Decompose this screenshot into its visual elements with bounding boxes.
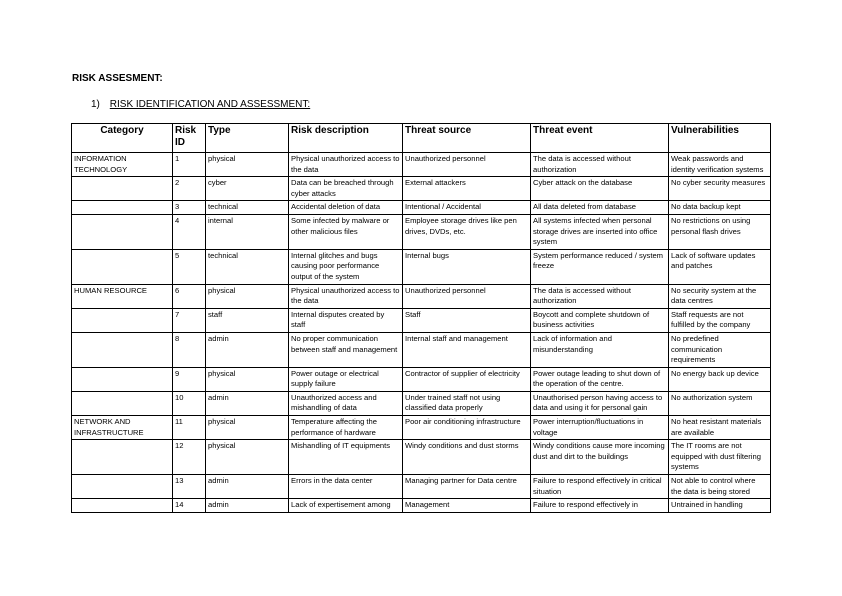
cell-risk-description: Some infected by malware or other malicious files <box>289 214 403 249</box>
cell-category <box>72 475 173 499</box>
cell-vulnerabilities: Weak passwords and identity verification systems <box>669 153 771 177</box>
document-heading: RISK ASSESMENT: <box>72 73 163 84</box>
cell-risk-id: 10 <box>173 391 206 415</box>
cell-vulnerabilities: Not able to control where the data is being stored <box>669 475 771 499</box>
table-body <box>72 153 771 513</box>
cell-type: physical <box>206 153 289 177</box>
cell-threat-source: Internal bugs <box>403 249 531 284</box>
table-row <box>72 201 771 215</box>
cell-risk-description: Data can be breached through cyber attacks <box>289 177 403 201</box>
cell-threat-event: Failure to respond effectively in <box>531 499 669 513</box>
cell-risk-id: 9 <box>173 367 206 391</box>
cell-type: physical <box>206 367 289 391</box>
cell-risk-description: Physical unauthorized access to the data <box>289 284 403 308</box>
section-heading <box>91 99 310 110</box>
table-header-row <box>72 124 771 153</box>
cell-risk-id: 7 <box>173 308 206 332</box>
cell-category: NETWORK AND INFRASTRUCTURE <box>72 416 173 440</box>
cell-vulnerabilities: No energy back up device <box>669 367 771 391</box>
cell-threat-source: Employee storage drives like pen drives, DVDs, etc. <box>403 214 531 249</box>
cell-risk-id: 3 <box>173 201 206 215</box>
cell-type: technical <box>206 249 289 284</box>
header-risk-id: Risk ID <box>173 124 206 153</box>
cell-type: staff <box>206 308 289 332</box>
cell-threat-source: External attackers <box>403 177 531 201</box>
cell-risk-description: Temperature affecting the performance of hardware <box>289 416 403 440</box>
cell-vulnerabilities: Untrained in handling <box>669 499 771 513</box>
cell-category <box>72 308 173 332</box>
section-title: RISK IDENTIFICATION AND ASSESSMENT: <box>109 99 311 110</box>
cell-type: technical <box>206 201 289 215</box>
cell-category <box>72 177 173 201</box>
cell-category <box>72 214 173 249</box>
cell-threat-source: Staff <box>403 308 531 332</box>
cell-category: INFORMATION TECHNOLOGY <box>72 153 173 177</box>
cell-threat-source: Intentional / Accidental <box>403 201 531 215</box>
cell-threat-event: Lack of information and misunderstanding <box>531 332 669 367</box>
table-row <box>72 332 771 367</box>
cell-risk-description: Physical unauthorized access to the data <box>289 153 403 177</box>
table-row <box>72 308 771 332</box>
cell-risk-id: 12 <box>173 440 206 475</box>
cell-type: physical <box>206 416 289 440</box>
cell-threat-event: The data is accessed without authorization <box>531 153 669 177</box>
cell-vulnerabilities: No data backup kept <box>669 201 771 215</box>
cell-threat-source: Management <box>403 499 531 513</box>
cell-threat-event: All data deleted from database <box>531 201 669 215</box>
cell-category <box>72 367 173 391</box>
cell-risk-description: Power outage or electrical supply failure <box>289 367 403 391</box>
cell-risk-id: 1 <box>173 153 206 177</box>
header-type: Type <box>206 124 289 153</box>
cell-risk-id: 8 <box>173 332 206 367</box>
cell-category <box>72 391 173 415</box>
cell-risk-description: Unauthorized access and mishandling of data <box>289 391 403 415</box>
cell-category <box>72 201 173 215</box>
cell-category <box>72 440 173 475</box>
cell-type: internal <box>206 214 289 249</box>
header-risk-description: Risk description <box>289 124 403 153</box>
table-row <box>72 475 771 499</box>
cell-risk-id: 6 <box>173 284 206 308</box>
table-row <box>72 249 771 284</box>
table-row <box>72 214 771 249</box>
table-row <box>72 153 771 177</box>
cell-risk-id: 11 <box>173 416 206 440</box>
cell-risk-description: Internal disputes created by staff <box>289 308 403 332</box>
header-threat-source: Threat source <box>403 124 531 153</box>
cell-vulnerabilities: No heat resistant materials are available <box>669 416 771 440</box>
cell-risk-id: 5 <box>173 249 206 284</box>
header-vulnerabilities: Vulnerabilities <box>669 124 771 153</box>
cell-threat-source: Unauthorized personnel <box>403 284 531 308</box>
cell-threat-event: Unauthorised person having access to data and using it for personal gain <box>531 391 669 415</box>
cell-risk-description: No proper communication between staff and management <box>289 332 403 367</box>
cell-threat-source: Poor air conditioning infrastructure <box>403 416 531 440</box>
cell-threat-source: Contractor of supplier of electricity <box>403 367 531 391</box>
table-row <box>72 177 771 201</box>
cell-vulnerabilities: No authorization system <box>669 391 771 415</box>
cell-threat-source: Internal staff and management <box>403 332 531 367</box>
cell-threat-source: Windy conditions and dust storms <box>403 440 531 475</box>
cell-vulnerabilities: No predefined communication requirements <box>669 332 771 367</box>
cell-risk-id: 14 <box>173 499 206 513</box>
cell-risk-description: Errors in the data center <box>289 475 403 499</box>
table-row <box>72 499 771 513</box>
cell-type: admin <box>206 391 289 415</box>
cell-threat-event: Boycott and complete shutdown of business activities <box>531 308 669 332</box>
cell-type: admin <box>206 475 289 499</box>
cell-risk-id: 13 <box>173 475 206 499</box>
cell-category: HUMAN RESOURCE <box>72 284 173 308</box>
cell-type: physical <box>206 284 289 308</box>
cell-threat-event: Failure to respond effectively in critical situation <box>531 475 669 499</box>
cell-risk-description: Accidental deletion of data <box>289 201 403 215</box>
table-row <box>72 367 771 391</box>
cell-risk-description: Lack of expertisement among <box>289 499 403 513</box>
cell-type: cyber <box>206 177 289 201</box>
cell-threat-event: System performance reduced / system freeze <box>531 249 669 284</box>
section-number: 1) <box>91 99 100 110</box>
cell-risk-description: Internal glitches and bugs causing poor performance output of the system <box>289 249 403 284</box>
cell-vulnerabilities: No cyber security measures <box>669 177 771 201</box>
cell-vulnerabilities: No security system at the data centres <box>669 284 771 308</box>
cell-vulnerabilities: Lack of software updates and patches <box>669 249 771 284</box>
cell-threat-event: Cyber attack on the database <box>531 177 669 201</box>
cell-threat-source: Managing partner for Data centre <box>403 475 531 499</box>
cell-threat-source: Unauthorized personnel <box>403 153 531 177</box>
cell-threat-event: Windy conditions cause more incoming dust and dirt to the buildings <box>531 440 669 475</box>
table-row <box>72 391 771 415</box>
cell-threat-event: All systems infected when personal storage drives are inserted into office system <box>531 214 669 249</box>
cell-type: physical <box>206 440 289 475</box>
table-row <box>72 416 771 440</box>
cell-category <box>72 499 173 513</box>
cell-vulnerabilities: The IT rooms are not equipped with dust filtering systems <box>669 440 771 475</box>
cell-threat-event: The data is accessed without authorization <box>531 284 669 308</box>
cell-threat-event: Power outage leading to shut down of the operation of the centre. <box>531 367 669 391</box>
header-category: Category <box>72 124 173 153</box>
cell-category <box>72 249 173 284</box>
table-row <box>72 440 771 475</box>
risk-table <box>71 123 771 513</box>
cell-threat-event: Power interruption/fluctuations in voltage <box>531 416 669 440</box>
cell-vulnerabilities: No restrictions on using personal flash drives <box>669 214 771 249</box>
table-row <box>72 284 771 308</box>
cell-category <box>72 332 173 367</box>
cell-risk-id: 2 <box>173 177 206 201</box>
cell-threat-source: Under trained staff not using classified data properly <box>403 391 531 415</box>
cell-risk-description: Mishandling of IT equipments <box>289 440 403 475</box>
cell-risk-id: 4 <box>173 214 206 249</box>
cell-vulnerabilities: Staff requests are not fulfilled by the company <box>669 308 771 332</box>
header-threat-event: Threat event <box>531 124 669 153</box>
cell-type: admin <box>206 332 289 367</box>
cell-type: admin <box>206 499 289 513</box>
